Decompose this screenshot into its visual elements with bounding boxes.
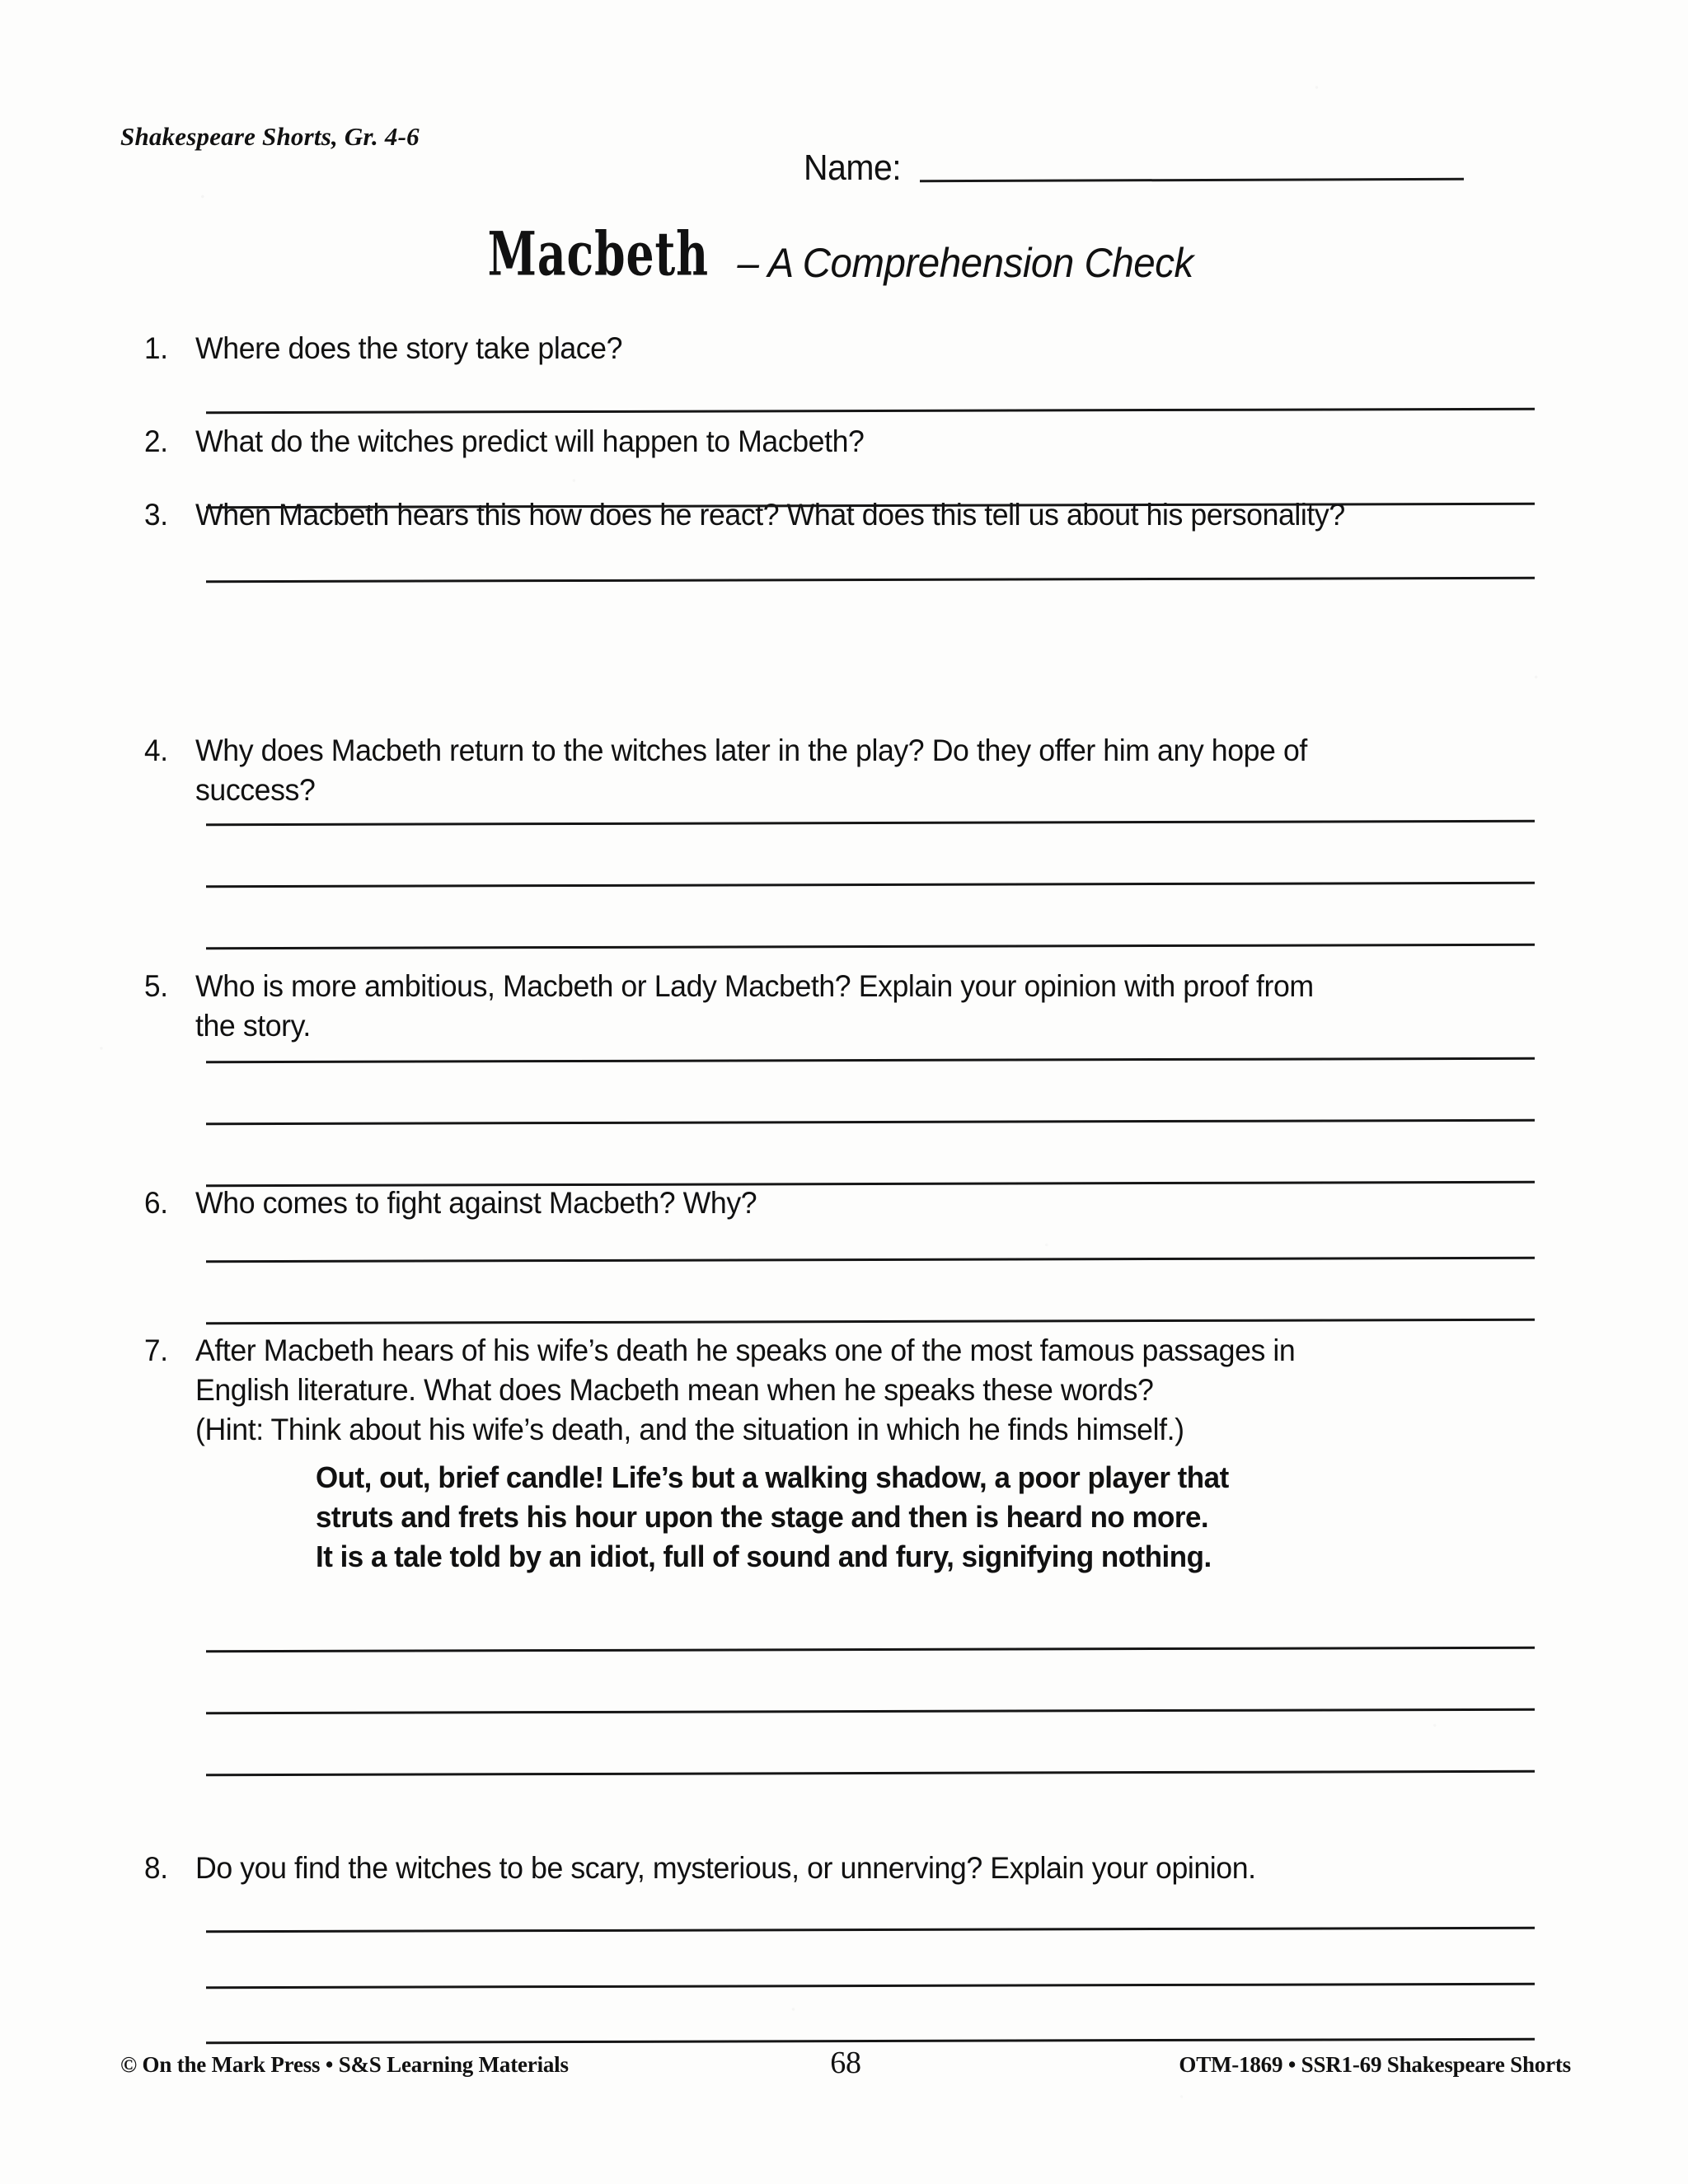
question-text-line: What do the witches predict will happen to Macbeth? — [195, 424, 865, 458]
question-header — [144, 1183, 1537, 1223]
question-text — [195, 329, 1490, 368]
question-text-line: success? — [195, 773, 316, 808]
question-item — [144, 1331, 1537, 1450]
question-text — [195, 1849, 1490, 1888]
page-title — [0, 218, 1688, 289]
answer-rule[interactable] — [206, 1057, 1535, 1064]
question-text-line: When Macbeth hears this how does he react? What does this tell us about his personality? — [195, 498, 1345, 532]
question-item — [144, 967, 1537, 1046]
question-item — [144, 495, 1537, 535]
question-text-line: Why does Macbeth return to the witches later in the play? Do they offer him any hope of — [195, 733, 1307, 767]
question-text — [195, 1331, 1490, 1450]
question-text — [195, 495, 1490, 535]
question-number: 5. — [144, 969, 168, 1003]
question-header — [144, 329, 1537, 368]
question-text — [195, 1183, 1490, 1223]
question-number: 4. — [144, 733, 168, 767]
question-item — [144, 1849, 1537, 1888]
answer-rule[interactable] — [206, 1770, 1535, 1777]
question-number: 6. — [144, 1186, 168, 1220]
question-text-line: After Macbeth hears of his wife’s death he speaks one of the most famous passages in — [195, 1333, 1296, 1367]
answer-rule[interactable] — [206, 1119, 1535, 1126]
quotation-line: struts and frets his hour upon the stage and then is heard no more. — [316, 1499, 1209, 1534]
question-text-line: Who comes to fight against Macbeth? Why? — [195, 1186, 757, 1220]
footer-product-code: OTM-1869 • SSR1-69 Shakespeare Shorts — [1179, 2052, 1571, 2077]
name-field-row — [804, 150, 1464, 186]
footer-page-number: 68 — [830, 2046, 861, 2080]
answer-rule[interactable] — [206, 1257, 1535, 1263]
question-text-line: Do you find the witches to be scary, mysterious, or unnerving? Explain your opinion. — [195, 1851, 1256, 1885]
answer-rule[interactable] — [206, 408, 1535, 415]
footer-copyright: © On the Mark Press • S&S Learning Materials — [120, 2052, 569, 2077]
question-number: 7. — [144, 1333, 168, 1367]
quotation-line: It is a tale told by an idiot, full of sound and fury, signifying nothing. — [316, 1539, 1212, 1573]
answer-rule[interactable] — [206, 944, 1535, 950]
answer-rule[interactable] — [206, 1319, 1535, 1325]
question-text-line: the story. — [195, 1009, 311, 1043]
footer — [120, 2046, 1571, 2080]
answer-rule[interactable] — [206, 577, 1535, 583]
question-header — [144, 1849, 1537, 1888]
answer-rule[interactable] — [206, 1647, 1535, 1653]
question-item — [144, 422, 1537, 462]
question-header — [144, 1331, 1537, 1450]
question-header — [144, 495, 1537, 535]
question-text-line: English literature. What does Macbeth mean when he speaks these words? — [195, 1373, 1154, 1408]
answer-rule[interactable] — [206, 2038, 1535, 2045]
page-title-subtitle: – A Comprehension Check — [737, 240, 1193, 286]
question-text — [195, 967, 1490, 1046]
answer-rule[interactable] — [206, 820, 1535, 827]
quotation-line: Out, out, brief candle! Life’s but a walking shadow, a poor player that — [316, 1460, 1229, 1494]
answer-rule[interactable] — [206, 1983, 1535, 1990]
question-text-line: Who is more ambitious, Macbeth or Lady Macbeth? Explain your opinion with proof from — [195, 969, 1314, 1003]
name-label: Name: — [804, 148, 902, 188]
question-item — [144, 1183, 1537, 1223]
question-header — [144, 731, 1537, 810]
book-title: Shakespeare Shorts, Gr. 4-6 — [120, 122, 420, 151]
question-text — [195, 422, 1490, 462]
question-number: 3. — [144, 498, 168, 532]
answer-rule[interactable] — [206, 882, 1535, 888]
question-number: 8. — [144, 1851, 168, 1885]
page-title-main: Macbeth — [487, 218, 710, 289]
question-number: 1. — [144, 331, 168, 365]
question-text — [195, 731, 1490, 810]
question-number: 2. — [144, 424, 168, 458]
question-text-line: (Hint: Think about his wife’s death, and the situation in which he finds himself.) — [195, 1413, 1184, 1447]
question-text-line: Where does the story take place? — [195, 331, 623, 365]
answer-rule[interactable] — [206, 1927, 1535, 1933]
question-item — [144, 329, 1537, 368]
question-item — [144, 731, 1537, 810]
answer-rule[interactable] — [206, 1708, 1535, 1715]
question-header — [144, 422, 1537, 462]
name-input-rule[interactable] — [920, 178, 1464, 183]
question-header — [144, 967, 1537, 1046]
quotation-block — [316, 1458, 1229, 1577]
